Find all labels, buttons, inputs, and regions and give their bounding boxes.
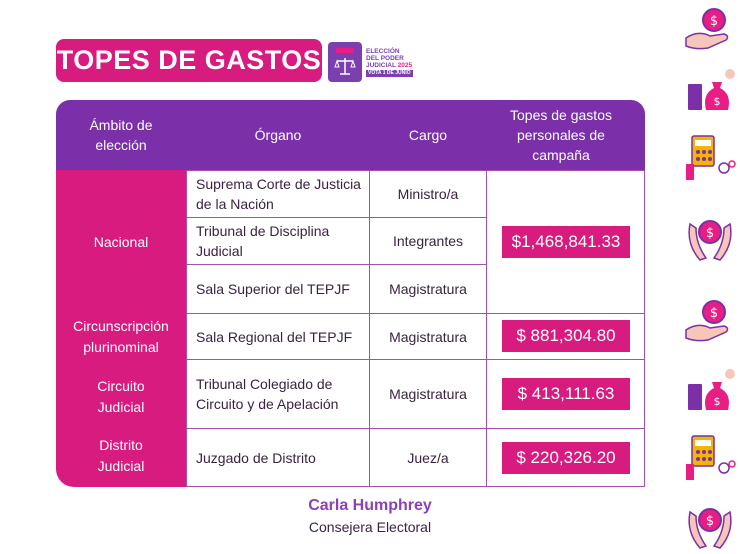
spending-limits-table: [56, 100, 645, 487]
logo-vote-date: VOTA 1 DE JUNIO: [368, 69, 411, 76]
organo-cell: [186, 428, 370, 487]
svg-text:$: $: [713, 395, 721, 408]
organo-cell: [186, 264, 370, 314]
header-topes: Topes de gastos personales de campaña: [510, 107, 612, 163]
cargo-cell: [369, 428, 487, 487]
organo-cell: [186, 170, 370, 218]
amount-nacional: $1,468,841.33: [502, 226, 630, 258]
cargo-cell: [369, 170, 487, 218]
svg-text:$: $: [709, 14, 719, 29]
cargo-cell: [369, 359, 487, 429]
ambito-nacional: Nacional: [93, 233, 149, 250]
amount-circunscripcion: $ 881,304.80: [502, 320, 630, 352]
cargo-cell: [369, 217, 487, 265]
svg-text:$: $: [705, 514, 715, 529]
election-logo: [328, 41, 412, 83]
ambito-distrito: Distrito Judicial: [97, 436, 145, 474]
cargo-text: Integrantes: [392, 233, 464, 249]
organo-text: Suprema Corte de Justicia de la Nación: [196, 176, 361, 212]
organo-text: Tribunal Colegiado de Circuito y de Apelación: [196, 376, 339, 412]
cargo-text: Juez/a: [407, 449, 449, 466]
money-bags-icon: [684, 364, 736, 414]
page-title-text: TOPES DE GASTOS: [56, 45, 322, 75]
ambito-circuito: Circuito Judicial: [97, 378, 145, 415]
header-cargo: Cargo: [408, 127, 448, 143]
logo-year: 2025: [397, 61, 413, 69]
header-ambito: Ámbito de elección: [89, 117, 153, 153]
cargo-text: Ministro/a: [397, 186, 459, 202]
ambito-column: [56, 170, 186, 487]
amount-circuito: $ 413,111.63: [502, 378, 630, 410]
logo-line-2: DEL PODER: [366, 54, 404, 62]
page-title: [56, 39, 322, 82]
ballot-box-icon: [328, 42, 362, 82]
svg-text:$: $: [705, 226, 715, 241]
organo-cell: [186, 313, 370, 360]
logo-line-3-text: JUDICIAL: [366, 61, 396, 69]
calculator-person-icon: [684, 432, 736, 482]
cargo-text: Magistratura: [389, 386, 467, 402]
signature-role: Consejera Electoral: [308, 519, 432, 535]
money-bags-icon: [684, 64, 736, 114]
calculator-person-icon: [684, 132, 736, 182]
logo-line-3: [366, 62, 413, 69]
organo-text: Sala Regional del TEPJF: [196, 328, 353, 345]
table-header-row: [56, 100, 645, 170]
cargo-text: Magistratura: [389, 281, 467, 297]
hands-coin-icon: [684, 214, 736, 264]
cargo-cell: [369, 313, 487, 360]
amount-distrito: $ 220,326.20: [502, 442, 630, 474]
svg-text:$: $: [713, 95, 721, 108]
signature-name: Carla Humphrey: [308, 497, 432, 514]
organo-text: Tribunal de Disciplina Judicial: [196, 223, 330, 259]
ambito-circunscripcion: Circunscripción plurinominal: [73, 318, 169, 355]
organo-cell: [186, 217, 370, 265]
svg-text:$: $: [709, 306, 719, 321]
organo-text: Juzgado de Distrito: [196, 449, 316, 466]
logo-line-1: ELECCIÓN: [366, 47, 400, 55]
organo-text: Sala Superior del TEPJF: [196, 281, 350, 297]
cargo-text: Magistratura: [389, 328, 467, 345]
hand-coin-icon: [684, 296, 736, 346]
hand-coin-icon: [684, 4, 736, 54]
logo-text: [366, 48, 413, 77]
signature: [0, 497, 740, 535]
cargo-cell: [369, 264, 487, 314]
organo-cell: [186, 359, 370, 429]
header-organo: Órgano: [254, 127, 302, 143]
hands-coin-icon: [684, 502, 736, 552]
